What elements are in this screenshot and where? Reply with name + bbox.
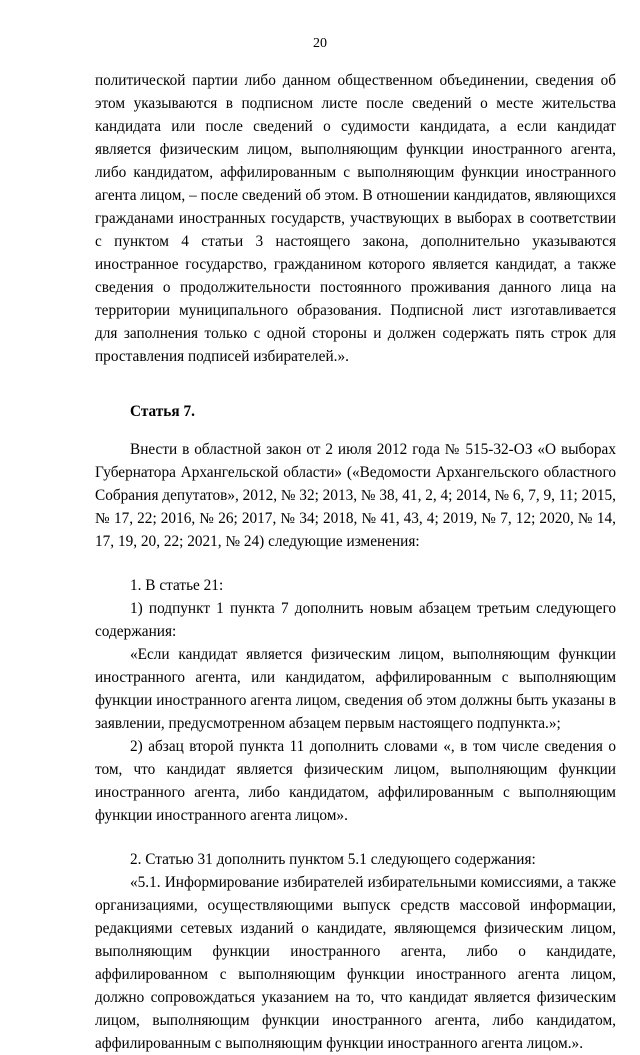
page-number: 20 xyxy=(313,36,327,51)
document-body xyxy=(95,69,616,1055)
paragraph-subitem-1: 1) подпункт 1 пункта 7 дополнить новым абзацем третьим следующего содержания: xyxy=(95,600,616,640)
paragraph-amendment-intro: Внести в областной закон от 2 июля 2012 года № 515-32-ОЗ «О выборах Губернатора Архангельской области» («Ведомости Архангельского областного Собрания депутатов», 2012, № 32; 2013, № 38, 41, 2, 4; 2014, № 6, 7, 9, 11; 2015, № 17, 22; 2016, № 26; 2017, № 34; 2018, № 41, 43, 4; 2019, № 7, 12; 2020, № 14, 17, 19, 20, 22; 2021, № 24) следующие изменения: xyxy=(95,441,617,550)
paragraph-subitem-2: 2) абзац второй пункта 11 дополнить словами «, в том числе сведения о том, что кандидат является физическим лицом, выполняющим функции иностранного агента, либо кандидатом, аффилированным с выполняющим функции иностранного агента лицом». xyxy=(95,738,616,824)
paragraph-item-1: 1. В статье 21: xyxy=(130,577,224,594)
paragraph-item-2: 2. Статью 31 дополнить пунктом 5.1 следующего содержания: xyxy=(130,851,536,868)
paragraph-continuation: политической партии либо данном общественном объединении, сведения об этом указываются в подписном листе после сведений о месте жительства кандидата или после сведений о судимости кандидата, а если кандидат является физическим лицом, выполняющим функции иностранного агента, либо кандидатом, аффилированным с выполняющим функции иностранного агента лицом, – после сведений об этом. В отношении кандидатов, являющихся гражданами иностранных государств, участвующих в выборах в соответствии с пунктом 4 статьи 3 настоящего закона, дополнительно указываются иностранное государство, гражданином которого является кандидат, а также сведения о продолжительности постоянного проживания данного лица на территории муниципального образования. Подписной лист изготавливается для заполнения только с одной стороны и должен содержать пять строк для проставления подписей избирателей.». xyxy=(95,72,616,365)
paragraph-quote-1: «Если кандидат является физическим лицом, выполняющим функции иностранного агента, или кандидатом, аффилированным с выполняющим функции иностранного агента лицом, сведения об этом должны быть указаны в заявлении, предусмотренном абзацем первым настоящего подпункта.»; xyxy=(95,646,616,732)
paragraph-quote-2: «5.1. Информирование избирателей избирательными комиссиями, а также организациями, осуществляющими выпуск средств массовой информации, редакциями сетевых изданий о кандидате, являющемся физическим лицом, выполняющим функции иностранного агента, либо о кандидате, аффилированном с выполняющим функции иностранного агента лицом, должно сопровождаться указанием на то, что кандидат является физическим лицом, выполняющим функции иностранного агента, либо кандидатом, аффилированным с выполняющим функции иностранного агента лицом.». xyxy=(95,874,616,1052)
article-heading: Статья 7. xyxy=(130,403,195,420)
